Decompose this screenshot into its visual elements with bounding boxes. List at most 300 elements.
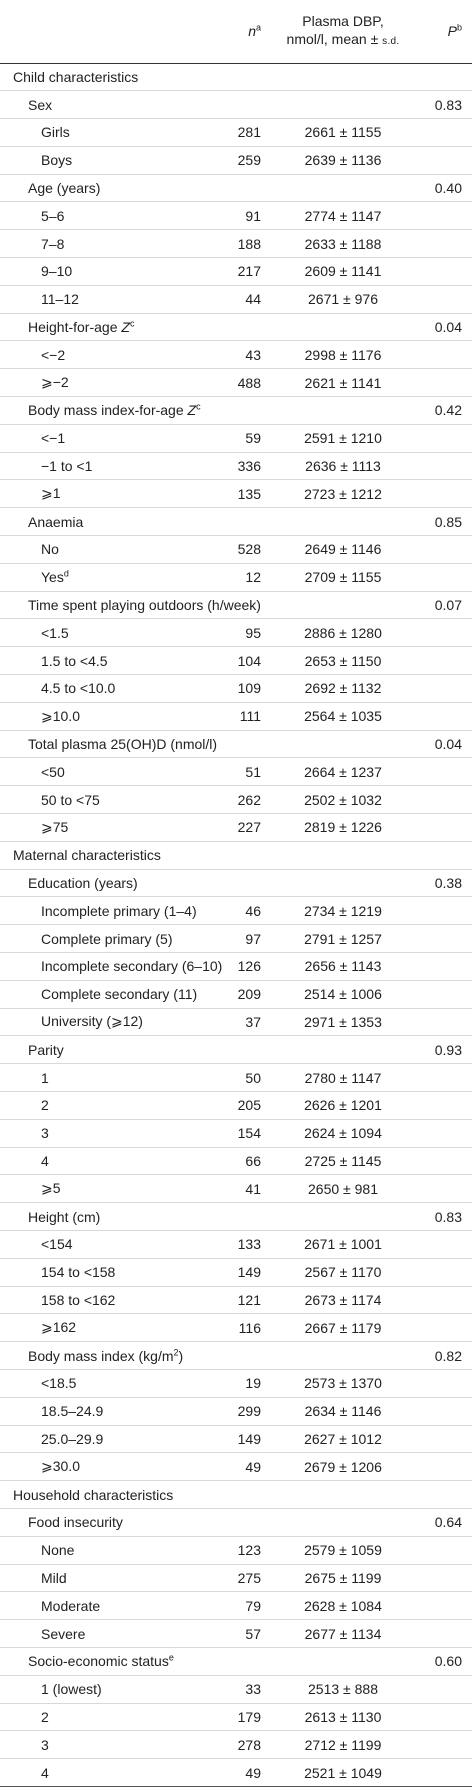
row-n: 104 [237,652,261,669]
row-dbp: 2671 ± 976 [308,291,378,308]
row-p-value [417,1230,472,1258]
row-n: 217 [237,263,261,280]
row-dbp: 2628 ± 1084 [304,1597,382,1614]
row-p-value [417,953,472,981]
row-label-text: Severe [41,1625,86,1642]
row-p-value [417,1119,472,1147]
row-n: 57 [245,1625,261,1642]
row-n: 50 [245,1069,261,1086]
row-label-text: 5–6 [41,207,65,224]
row-label [0,1286,211,1314]
table-row [0,1119,472,1147]
row-n: 95 [245,624,261,641]
row-label [0,1008,211,1036]
row-label [0,647,211,675]
row-p-value [417,1453,472,1481]
row-n [211,63,269,91]
row-dbp: 2661 ± 1155 [304,124,382,141]
row-p-value [417,1286,472,1314]
row-label-superscript: d [63,568,69,579]
row-dbp: 2998 ± 1176 [304,346,382,363]
table-row [0,1286,472,1314]
row-n: 19 [245,1375,261,1392]
row-label-text: Body mass index (kg/m [28,1347,174,1364]
row-label [0,508,211,536]
table-row [0,1759,472,1787]
row-label-italic: Z [121,319,130,336]
table-row [0,1064,472,1092]
row-dbp: 2709 ± 1155 [304,569,382,586]
row-dbp: 2627 ± 1012 [304,1430,382,1447]
row-dbp [269,841,417,869]
row-label-text: None [41,1542,75,1559]
group-row [0,174,472,202]
row-label-text: Complete primary (5) [41,930,173,947]
row-p-value [417,1091,472,1119]
header-n-footnote: a [255,22,261,33]
row-n: 281 [237,124,261,141]
group-row [0,1203,472,1231]
row-label-text: 25.0–29.9 [41,1430,104,1447]
row-p-value [417,258,472,286]
row-p-value [417,1425,472,1453]
group-row [0,1342,472,1370]
row-dbp [269,1508,417,1536]
row-label-text: 1 (lowest) [41,1681,102,1698]
row-dbp: 2521 ± 1049 [304,1764,382,1781]
row-p-value [417,1620,472,1648]
table-row [0,1091,472,1119]
row-dbp: 2656 ± 1143 [304,958,382,975]
row-dbp: 2564 ± 1035 [304,708,382,725]
row-label-text: ⩾162 [41,1319,77,1336]
row-n: 278 [237,1736,261,1753]
row-n [211,397,269,425]
row-p-value: 0.60 [434,1653,462,1670]
row-dbp: 2609 ± 1141 [304,263,382,280]
row-dbp: 2591 ± 1210 [304,430,382,447]
row-n: 59 [245,430,261,447]
row-dbp: 2626 ± 1201 [304,1097,382,1114]
table-row [0,1453,472,1481]
row-n: 41 [245,1180,261,1197]
header-dbp-sd: s.d. [382,35,400,47]
row-dbp [269,1203,417,1231]
row-label-text: Incomplete secondary (6–10) [41,958,223,975]
row-p-value [417,1536,472,1564]
row-label [0,925,211,953]
row-n: 205 [237,1097,261,1114]
row-label-text: <1.5 [41,624,69,641]
row-n: 488 [237,374,261,391]
group-row [0,397,472,425]
header-p [417,0,472,63]
row-dbp [269,313,417,341]
row-p-value [417,980,472,1008]
row-p-value [417,563,472,591]
row-label-text: 4 [41,1152,49,1169]
table-row [0,480,472,508]
row-label-text: Maternal characteristics [13,847,161,864]
row-label [0,1592,211,1620]
table-row [0,258,472,286]
row-dbp [269,591,417,619]
row-label-text: 11–12 [41,291,79,308]
row-label-text: ⩾75 [41,818,69,835]
row-dbp: 2780 ± 1147 [304,1069,382,1086]
row-p-value: 0.04 [434,319,462,336]
row-label-text: 3 [41,1125,49,1142]
row-dbp: 2725 ± 1145 [304,1152,382,1169]
header-p-footnote: b [456,22,462,33]
row-dbp: 2664 ± 1237 [304,763,382,780]
row-label-text: Time spent playing outdoors (h/week) [28,597,261,614]
row-label [0,1036,211,1064]
row-n: 209 [237,986,261,1003]
table-row [0,424,472,452]
row-label [0,313,211,341]
row-p-value [417,202,472,230]
row-dbp: 2633 ± 1188 [304,235,382,252]
header-label-cell [0,0,211,63]
row-label [0,1620,211,1648]
row-dbp [269,1036,417,1064]
row-p-value [417,1592,472,1620]
row-p-value [417,424,472,452]
table-row [0,1147,472,1175]
row-n [211,508,269,536]
row-dbp: 2677 ± 1134 [304,1625,382,1642]
section-row [0,1481,472,1509]
row-label-text: 1.5 to <4.5 [41,652,108,669]
table-row [0,1592,472,1620]
row-label-text: 4 [41,1764,49,1781]
row-label-text: 1 [41,1069,49,1086]
group-row [0,508,472,536]
row-label [0,786,211,814]
row-dbp: 2639 ± 1136 [304,152,382,169]
row-n: 126 [237,958,261,975]
row-dbp: 2673 ± 1174 [304,1291,382,1308]
row-dbp: 2675 ± 1199 [304,1569,382,1586]
row-label [0,397,211,425]
row-label-text: Body mass index-for-age [28,402,188,419]
row-dbp: 2621 ± 1141 [304,374,382,391]
row-label-text: Height (cm) [28,1208,101,1225]
row-dbp: 2734 ± 1219 [304,902,382,919]
table-row [0,814,472,842]
header-n [211,0,269,63]
row-label-text: Boys [41,152,73,169]
row-label-text: ⩾30.0 [41,1458,80,1475]
table-row [0,202,472,230]
row-label [0,258,211,286]
row-label-text: Sex [28,96,53,113]
row-n: 188 [237,235,261,252]
row-label [0,1481,211,1509]
row-label [0,1425,211,1453]
row-label [0,452,211,480]
row-n: 299 [237,1403,261,1420]
table-row [0,1175,472,1203]
row-p-value [417,619,472,647]
table-row [0,146,472,174]
row-label-text: 9–10 [41,263,73,280]
row-p-value [417,1397,472,1425]
row-p-value: 0.85 [434,513,462,530]
row-p-value: 0.83 [434,1208,462,1225]
row-n [211,91,269,119]
row-n: 37 [245,1013,261,1030]
row-label-text: Height-for-age [28,319,122,336]
group-row [0,869,472,897]
row-label-text: Child characteristics [13,68,139,85]
row-p-value [417,1175,472,1203]
row-p-value [417,285,472,313]
row-dbp: 2573 ± 1370 [304,1375,382,1392]
row-label [0,341,211,369]
row-label-text: ⩾5 [41,1180,61,1197]
table-row [0,953,472,981]
row-label [0,174,211,202]
row-label [0,1314,211,1342]
row-label-text: Socio-economic status [28,1653,169,1670]
row-label [0,285,211,313]
table-header [0,0,472,63]
row-p-value: 0.82 [434,1347,462,1364]
row-dbp [269,1647,417,1675]
row-label [0,1119,211,1147]
row-dbp [269,63,417,91]
table-row [0,1675,472,1703]
row-label [0,1647,211,1675]
row-label-superscript: e [168,1652,174,1663]
row-label [0,730,218,758]
row-dbp: 2671 ± 1001 [304,1236,382,1253]
row-dbp [269,869,417,897]
table-row [0,1230,472,1258]
row-label [0,675,211,703]
row-label-text: −1 to <1 [41,458,93,475]
row-label [0,1564,211,1592]
row-n: 46 [245,902,261,919]
table-row [0,1397,472,1425]
row-p-value [417,536,472,564]
row-label [0,1731,211,1759]
row-label-text: 7–8 [41,235,65,252]
row-label [0,758,211,786]
row-dbp: 2636 ± 1113 [305,458,381,475]
row-label [0,1703,211,1731]
row-p-value [417,841,472,869]
row-label [0,1230,211,1258]
row-label [0,563,211,591]
row-label [0,202,211,230]
row-dbp: 2579 ± 1059 [304,1542,382,1559]
row-label-italic: Z [187,402,197,419]
row-label [0,1064,211,1092]
row-label-text: Food insecurity [28,1514,123,1531]
row-p-value [417,1369,472,1397]
row-label [0,1091,211,1119]
table-row [0,369,472,397]
table-row [0,980,472,1008]
row-dbp: 2692 ± 1132 [304,680,382,697]
row-p-value [417,1008,472,1036]
row-label-text: No [41,541,59,558]
row-label [0,1759,211,1787]
row-n: 123 [237,1542,261,1559]
row-label-text: <50 [41,763,65,780]
row-label [0,1536,211,1564]
row-dbp: 2634 ± 1146 [304,1403,382,1420]
row-label [0,1342,211,1370]
row-p-value [417,480,472,508]
row-p-value: 0.93 [434,1041,462,1058]
row-dbp: 2712 ± 1199 [304,1736,382,1753]
row-n [211,1342,269,1370]
row-dbp: 2624 ± 1094 [304,1125,382,1142]
group-row [0,730,472,758]
table-row [0,1008,472,1036]
row-label [0,369,211,397]
row-n: 154 [237,1125,261,1142]
row-label [0,619,211,647]
table-body [0,63,472,1786]
row-label-text: 50 to <75 [41,791,100,808]
table-row [0,925,472,953]
row-n: 227 [237,819,261,836]
row-p-value [417,341,472,369]
row-n: 44 [245,291,261,308]
row-n [211,174,269,202]
row-dbp: 2653 ± 1150 [304,652,382,669]
row-dbp [269,174,417,202]
row-label-text: 3 [41,1736,49,1753]
row-dbp: 2514 ± 1006 [304,986,382,1003]
row-n: 121 [237,1291,261,1308]
row-n: 149 [237,1430,261,1447]
row-n [211,730,269,758]
row-n [211,313,269,341]
row-label [0,591,261,619]
header-dbp-line1: Plasma DBP, [302,12,384,29]
row-label [0,1508,211,1536]
row-label [0,897,211,925]
row-label [0,869,211,897]
row-label [0,91,211,119]
row-label [0,1258,211,1286]
row-label-text: ⩾1 [41,485,61,502]
row-label [0,1175,211,1203]
table-row [0,1703,472,1731]
table-row [0,563,472,591]
table-row [0,285,472,313]
row-label [0,953,223,981]
row-p-value [417,146,472,174]
row-n: 79 [245,1597,261,1614]
table-row [0,1314,472,1342]
row-label-text: Mild [41,1569,67,1586]
row-label [0,1675,211,1703]
row-label [0,1369,211,1397]
row-n [211,1508,269,1536]
row-p-value [417,452,472,480]
table-row [0,1564,472,1592]
row-label-text: Parity [28,1041,64,1058]
row-n [211,869,269,897]
row-label-text: University (⩾12) [41,1013,143,1030]
table-row [0,1425,472,1453]
row-dbp: 2667 ± 1179 [304,1319,382,1336]
table-row [0,786,472,814]
row-dbp: 2791 ± 1257 [304,930,382,947]
row-label [0,814,211,842]
row-label-tail: ) [178,1347,184,1364]
row-n [211,841,269,869]
row-label [0,841,211,869]
row-dbp: 2513 ± 888 [308,1681,378,1698]
row-label-text: <−2 [41,346,66,363]
row-p-value [417,675,472,703]
row-dbp: 2649 ± 1146 [304,541,382,558]
table-row [0,536,472,564]
row-dbp [269,1481,417,1509]
row-label [0,119,211,147]
row-label [0,230,211,258]
row-p-value [417,1147,472,1175]
table-row [0,341,472,369]
row-p-value [417,63,472,91]
row-dbp: 2971 ± 1353 [304,1013,382,1030]
table-row [0,647,472,675]
row-n: 179 [237,1708,261,1725]
row-label-text: Yes [41,569,64,586]
group-row [0,591,472,619]
row-n: 12 [245,569,261,586]
section-row [0,841,472,869]
row-n [211,1647,269,1675]
row-dbp: 2567 ± 1170 [304,1264,382,1281]
row-label-text: <−1 [41,430,66,447]
row-n: 111 [239,708,261,725]
table-row [0,119,472,147]
row-n: 262 [237,791,261,808]
row-label-text: Complete secondary (11) [41,986,198,1003]
section-row [0,63,472,91]
row-n: 109 [237,680,261,697]
row-label-text: 158 to <162 [41,1291,116,1308]
row-label [0,980,211,1008]
row-n: 149 [237,1264,261,1281]
row-dbp [269,397,417,425]
row-dbp [269,91,417,119]
row-label [0,1147,211,1175]
row-n: 275 [237,1569,261,1586]
row-n: 49 [245,1764,261,1781]
group-row [0,1508,472,1536]
row-p-value: 0.83 [434,96,462,113]
row-p-value [417,814,472,842]
row-n [211,1481,269,1509]
table-row [0,702,472,730]
header-n-text: n [248,23,256,40]
group-row [0,91,472,119]
row-p-value: 0.07 [434,597,462,614]
row-label-text: Total plasma 25(OH)D (nmol/l) [28,736,218,753]
row-p-value: 0.42 [434,402,462,419]
row-label [0,1203,211,1231]
